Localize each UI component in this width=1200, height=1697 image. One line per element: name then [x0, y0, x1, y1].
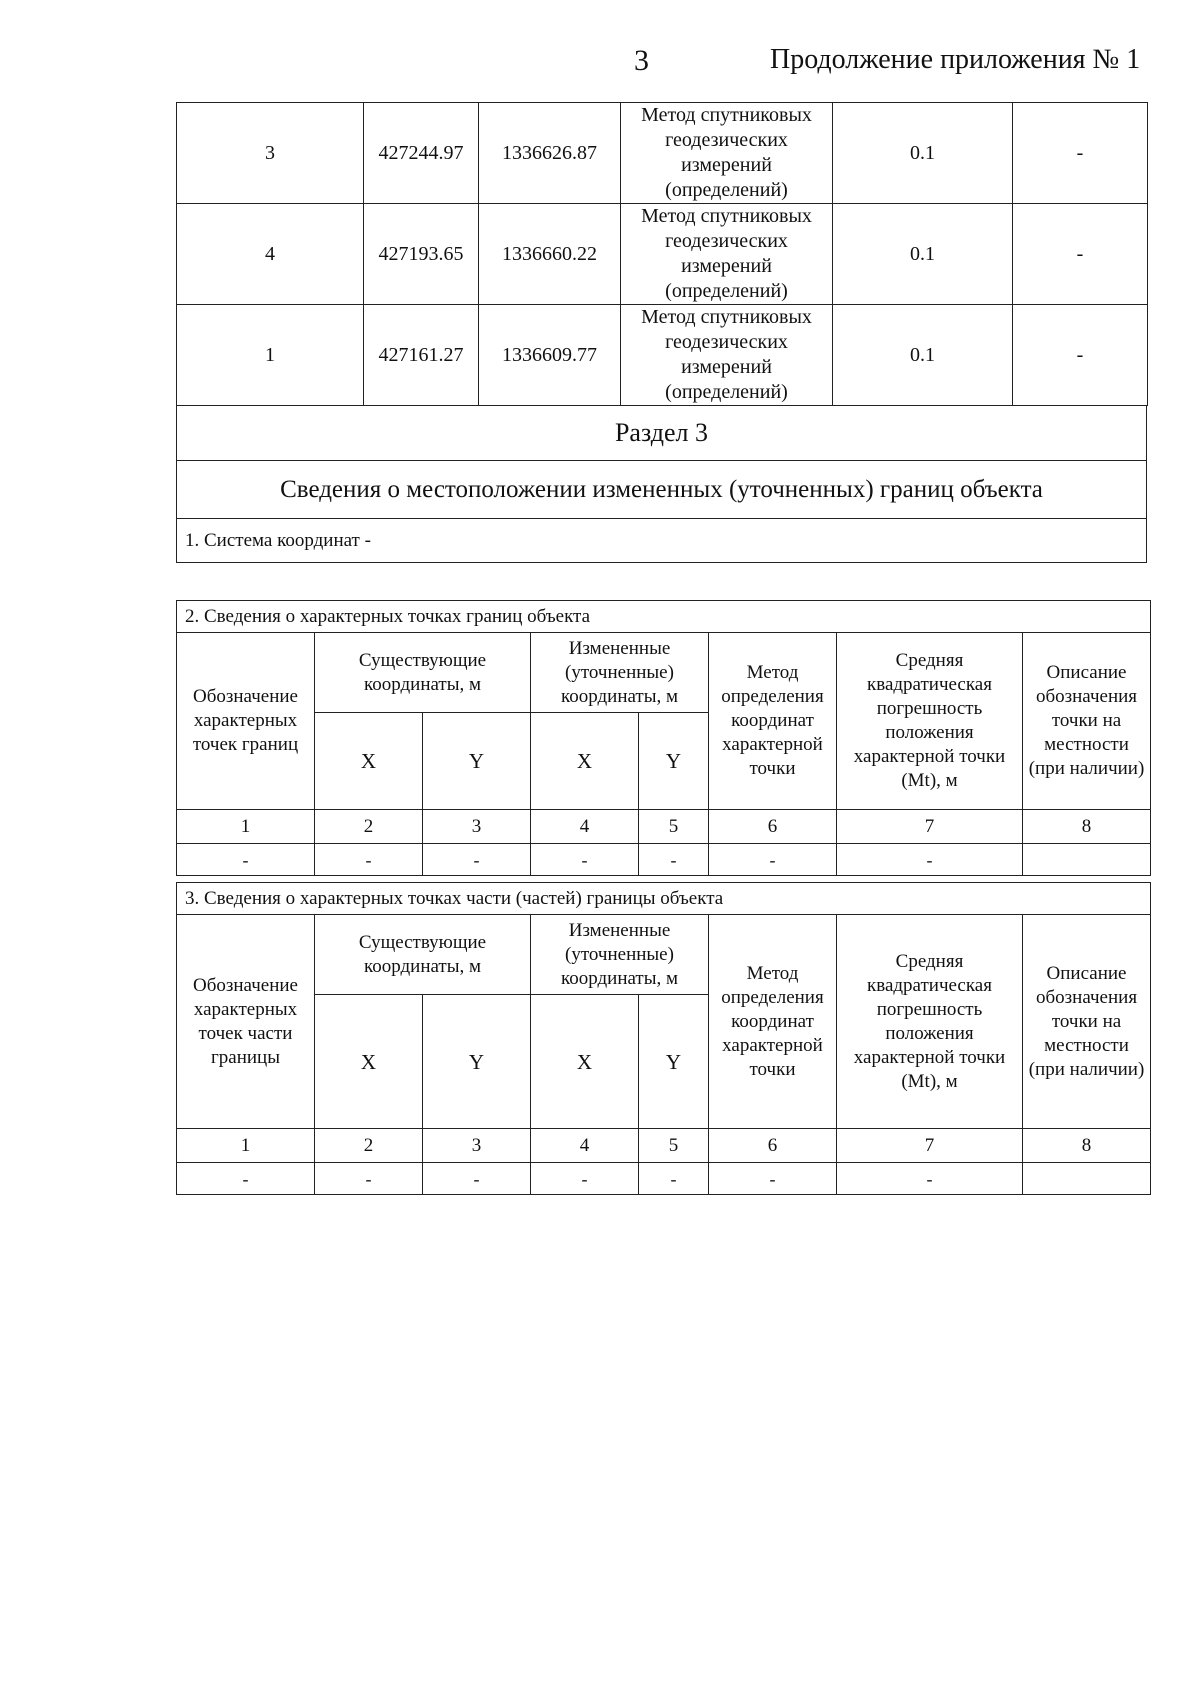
- description-cell: -: [1013, 305, 1148, 406]
- header-y: Y: [423, 995, 531, 1129]
- column-number: 8: [1023, 810, 1151, 844]
- column-number: 5: [639, 810, 709, 844]
- coordinates-table-continued: [176, 102, 1148, 406]
- data-cell: -: [639, 844, 709, 876]
- table-row: [177, 1163, 1151, 1195]
- header-accuracy: Средняя квадратическая погрешность положения характерной точки (Mt), м: [837, 633, 1023, 810]
- header-designation: Обозначение характерных точек части границы: [177, 915, 315, 1129]
- table-row: [177, 305, 1148, 406]
- column-number: 3: [423, 1129, 531, 1163]
- data-cell: -: [423, 1163, 531, 1195]
- column-number: 5: [639, 1129, 709, 1163]
- header-y: Y: [423, 713, 531, 810]
- data-cell: -: [315, 844, 423, 876]
- table-row: [177, 204, 1148, 305]
- header-description: Описание обозначения точки на местности (при наличии): [1023, 633, 1151, 810]
- section-header-table: [176, 405, 1147, 563]
- data-cell: -: [837, 844, 1023, 876]
- header-changed-coords: Измененные (уточненные) координаты, м: [531, 915, 709, 995]
- header-method: Метод определения координат характерной точки: [709, 915, 837, 1129]
- column-number: 1: [177, 810, 315, 844]
- coordinate-system: 1. Система координат -: [177, 519, 1147, 563]
- column-number: 3: [423, 810, 531, 844]
- x-cell: 427244.97: [364, 103, 479, 204]
- column-number: 2: [315, 1129, 423, 1163]
- table-row: [177, 844, 1151, 876]
- x-cell: 427193.65: [364, 204, 479, 305]
- data-cell: [1023, 844, 1151, 876]
- method-cell: Метод спутниковых геодезических измерений (определений): [621, 305, 833, 406]
- data-cell: -: [177, 1163, 315, 1195]
- column-number: 7: [837, 810, 1023, 844]
- page-number: 3: [634, 44, 649, 77]
- section-subtitle: Сведения о местоположении измененных (уточненных) границ объекта: [177, 461, 1147, 519]
- description-cell: -: [1013, 103, 1148, 204]
- header-y: Y: [639, 995, 709, 1129]
- boundary-part-points-table: [176, 882, 1151, 1195]
- x-cell: 427161.27: [364, 305, 479, 406]
- point-cell: 3: [177, 103, 364, 204]
- data-cell: -: [177, 844, 315, 876]
- data-cell: -: [837, 1163, 1023, 1195]
- header-accuracy: Средняя квадратическая погрешность положения характерной точки (Mt), м: [837, 915, 1023, 1129]
- header-x: X: [315, 713, 423, 810]
- table-caption: 2. Сведения о характерных точках границ объекта: [177, 601, 1151, 633]
- y-cell: 1336609.77: [479, 305, 621, 406]
- description-cell: -: [1013, 204, 1148, 305]
- point-cell: 4: [177, 204, 364, 305]
- column-number: 7: [837, 1129, 1023, 1163]
- y-cell: 1336660.22: [479, 204, 621, 305]
- column-numbers-row: [177, 1129, 1151, 1163]
- header-existing-coords: Существующие координаты, м: [315, 915, 531, 995]
- column-number: 8: [1023, 1129, 1151, 1163]
- table-caption: 3. Сведения о характерных точках части (частей) границы объекта: [177, 883, 1151, 915]
- point-cell: 1: [177, 305, 364, 406]
- y-cell: 1336626.87: [479, 103, 621, 204]
- continuation-label: Продолжение приложения № 1: [770, 44, 1141, 75]
- column-number: 4: [531, 1129, 639, 1163]
- column-numbers-row: [177, 810, 1151, 844]
- table-row: [177, 103, 1148, 204]
- data-cell: -: [639, 1163, 709, 1195]
- data-cell: -: [709, 1163, 837, 1195]
- column-number: 1: [177, 1129, 315, 1163]
- header-changed-coords: Измененные (уточненные) координаты, м: [531, 633, 709, 713]
- section-title: Раздел 3: [177, 406, 1147, 461]
- column-number: 6: [709, 810, 837, 844]
- method-cell: Метод спутниковых геодезических измерений (определений): [621, 204, 833, 305]
- header-description: Описание обозначения точки на местности (при наличии): [1023, 915, 1151, 1129]
- column-number: 6: [709, 1129, 837, 1163]
- accuracy-cell: 0.1: [833, 204, 1013, 305]
- column-number: 4: [531, 810, 639, 844]
- method-cell: Метод спутниковых геодезических измерений (определений): [621, 103, 833, 204]
- data-cell: -: [531, 844, 639, 876]
- header-x: X: [531, 995, 639, 1129]
- boundary-points-table: [176, 600, 1151, 876]
- data-cell: -: [709, 844, 837, 876]
- header-x: X: [315, 995, 423, 1129]
- data-cell: [1023, 1163, 1151, 1195]
- column-number: 2: [315, 810, 423, 844]
- accuracy-cell: 0.1: [833, 305, 1013, 406]
- data-cell: -: [423, 844, 531, 876]
- accuracy-cell: 0.1: [833, 103, 1013, 204]
- header-designation: Обозначение характерных точек границ: [177, 633, 315, 810]
- header-y: Y: [639, 713, 709, 810]
- data-cell: -: [315, 1163, 423, 1195]
- header-x: X: [531, 713, 639, 810]
- data-cell: -: [531, 1163, 639, 1195]
- header-existing-coords: Существующие координаты, м: [315, 633, 531, 713]
- header-method: Метод определения координат характерной точки: [709, 633, 837, 810]
